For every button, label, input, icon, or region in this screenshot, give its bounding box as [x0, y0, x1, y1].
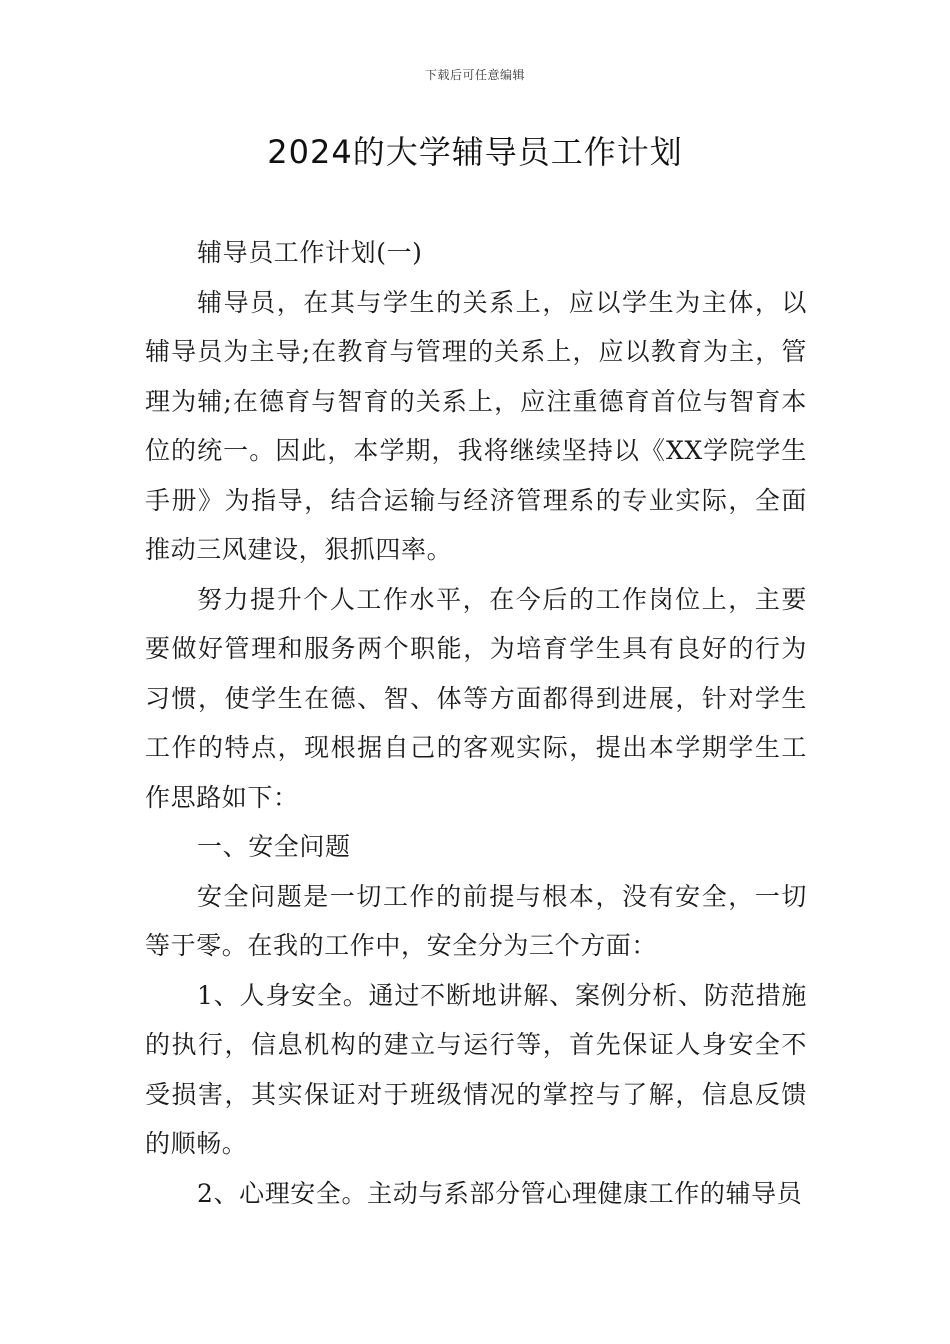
header-note: 下载后可任意编辑: [424, 68, 525, 82]
paragraph-psychological-safety: 2、心理安全。主动与系部分管心理健康工作的辅导员: [197, 1178, 803, 1208]
document-body: [145, 228, 807, 1218]
paragraph-personal-safety: 1、人身安全。通过不断地讲解、案例分析、防范措施的执行，信息机构的建立与运行等，首先保证人身安全不受损害，其实保证对于班级情况的掌控与了解，信息反馈的顺畅。: [145, 980, 807, 1158]
document-title: 2024的大学辅导员工作计划: [267, 133, 683, 171]
section-heading-plan-one: 辅导员工作计划(一): [197, 238, 423, 267]
paragraph-safety-intro: 安全问题是一切工作的前提与根本，没有安全，一切等于零。在我的工作中，安全分为三个方面：: [145, 881, 807, 960]
paragraph-work-improvement: 努力提升个人工作水平，在今后的工作岗位上，主要要做好管理和服务两个职能，为培育学生具有良好的行为习惯，使学生在德、智、体等方面都得到进展，针对学生工作的特点，现根据自己的客观实际，提出本学期学生工作思路如下：: [145, 584, 807, 812]
paragraph-counselor-role: 辅导员，在其与学生的关系上，应以学生为主体，以辅导员为主导;在教育与管理的关系上，应以教育为主，管理为辅;在德育与智育的关系上，应注重德育首位与智育本位的统一。因此，本学期，我将继续坚持以《XX学院学生手册》为指导，结合运输与经济管理系的专业实际，全面推动三风建设，狠抓四率。: [145, 287, 807, 564]
section-heading-safety: 一、安全问题: [197, 832, 351, 861]
